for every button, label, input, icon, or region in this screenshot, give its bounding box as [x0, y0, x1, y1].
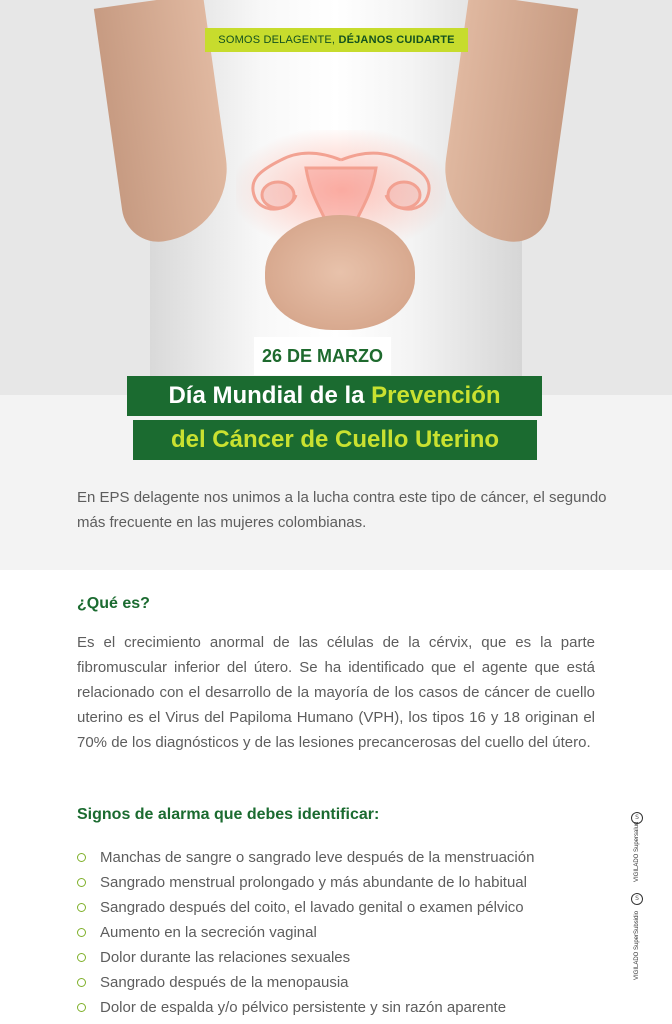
list-item: Aumento en la secreción vaginal	[77, 920, 597, 945]
title-line-1: Día Mundial de la Prevención	[127, 376, 542, 416]
intro-text: En EPS delagente nos unimos a la lucha contra este tipo de cáncer, el segundo más frecuente en las mujeres colombianas.	[77, 489, 607, 531]
bullet-icon	[77, 878, 86, 887]
hands-illustration	[265, 215, 415, 330]
vigilado-supersalud-label: VIGILADO Supersalud	[634, 821, 640, 882]
supersalud-logo-icon: S	[631, 812, 643, 824]
bullet-icon	[77, 978, 86, 987]
tagline: SOMOS DELAGENTE, DÉJANOS CUIDARTE	[205, 28, 468, 52]
list-item: Sangrado menstrual prolongado y más abundante de lo habitual	[77, 870, 597, 895]
list-item: Dolor de espalda y/o pélvico persistente y sin razón aparente	[77, 995, 597, 1020]
date-label: 26 DE MARZO	[254, 337, 391, 375]
signs-list	[77, 845, 597, 1020]
vigilado-supersubsidio-label: VIGILADO SuperSubsidio	[634, 910, 640, 980]
bullet-icon	[77, 928, 86, 937]
supersubsidio-logo-icon: S	[631, 893, 643, 905]
hero-image	[0, 0, 672, 395]
title-line-2: del Cáncer de Cuello Uterino	[133, 420, 537, 460]
bullet-icon	[77, 953, 86, 962]
list-item: Sangrado después de la menopausia	[77, 970, 597, 995]
signs-heading: Signos de alarma que debes identificar:	[77, 806, 380, 823]
what-is-text: Es el crecimiento anormal de las células de la cérvix, que es la parte fibromuscular inferior del útero. Se ha identificado que el agente que está relacionado con el desarrollo de la mayoría de los casos de cáncer de cuello uterino es el Virus del Papiloma Humano (VPH), los tipos 16 y 18 originan el 70% de los diagnósticos y de las lesiones precancerosas del cuello del útero.	[77, 634, 595, 751]
bullet-icon	[77, 1003, 86, 1012]
bullet-icon	[77, 903, 86, 912]
list-item: Manchas de sangre o sangrado leve después de la menstruación	[77, 845, 597, 870]
list-item: Sangrado después del coito, el lavado genital o examen pélvico	[77, 895, 597, 920]
list-item: Dolor durante las relaciones sexuales	[77, 945, 597, 970]
what-is-heading: ¿Qué es?	[77, 595, 150, 612]
bullet-icon	[77, 853, 86, 862]
